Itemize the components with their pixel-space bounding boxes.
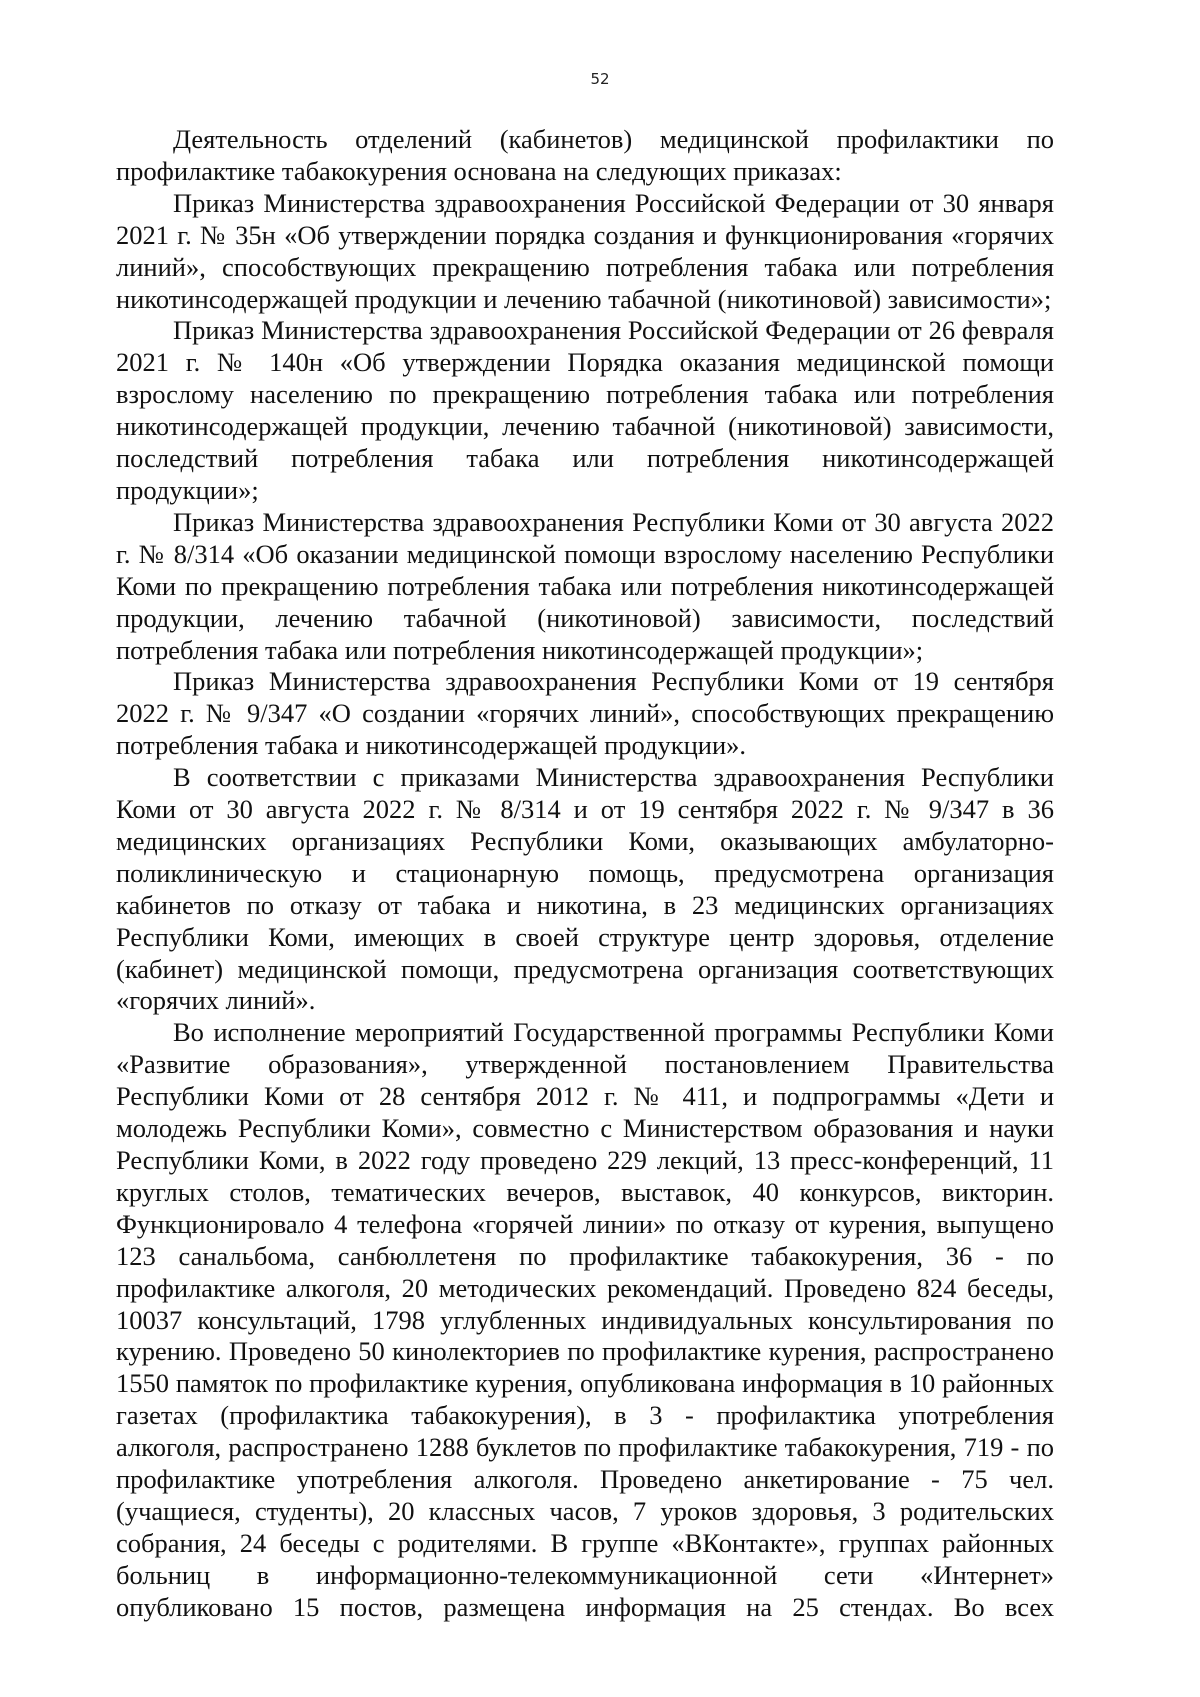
paragraph-intro: Деятельность отделений (кабинетов) медицинской профилактики по профилактике табакокурения основана на следующих приказах:	[116, 124, 1054, 186]
paragraph-order-140n: Приказ Министерства здравоохранения Российской Федерации от 26 февраля 2021 г. № 140н «Об утверждении Порядка оказания медицинской помощи взрослому населению по прекращению потребления табака или потребления никотинсодержащей продукции, лечению табачной (никотиновой) зависимости, последствий потребления табака или потребления никотинсодержащей продукции»;	[116, 315, 1054, 505]
paragraph-order-35n: Приказ Министерства здравоохранения Российской Федерации от 30 января 2021 г. № 35н «Об утверждении порядка создания и функционирования «горячих линий», способствующих прекращению потребления табака или потребления никотинсодержащей продукции и лечению табачной (никотиновой) зависимости»;	[116, 187, 1054, 314]
paragraph-organization: В соответствии с приказами Министерства здравоохранения Республики Коми от 30 августа 2022 г. № 8/314 и от 19 сентября 2022 г. № 9/347 в 36 медицинских организациях Республики Коми, оказывающих амбулаторно-поликлиническую и стационарную помощь, предусмотрена организация кабинетов по отказу от табака и никотина, в 23 медицинских организациях Республики Коми, имеющих в своей структуре центр здоровья, отделение (кабинет) медицинской помощи, предусмотрена организация соответствующих «горячих линий».	[116, 762, 1054, 1016]
paragraph-order-8-314: Приказ Министерства здравоохранения Республики Коми от 30 августа 2022 г. № 8/314 «Об оказании медицинской помощи взрослому населению Республики Коми по прекращению потребления табака или потребления никотинсодержащей продукции, лечению табачной (никотиновой) зависимости, последствий потребления табака или потребления никотинсодержащей продукции»;	[116, 506, 1054, 665]
paragraph-program-activities: Во исполнение мероприятий Государственной программы Республики Коми «Развитие образования», утвержденной постановлением Правительства Республики Коми от 28 сентября 2012 г. № 411, и подпрограммы «Дети и молодежь Республики Коми», совместно с Министерством образования и науки Республики Коми, в 2022 году проведено 229 лекций, 13 пресс-конференций, 11 круглых столов, тематических вечеров, выставок, 40 конкурсов, викторин. Функционировало 4 телефона «горячей линии» по отказу от курения, выпущено 123 санальбома, санбюллетеня по профилактике табакокурения, 36 - по профилактике алкоголя, 20 методических рекомендаций. Проведено 824 беседы, 10037 консультаций, 1798 углубленных индивидуальных консультирования по курению. Проведено 50 кинолекториев по профилактике курения, распространено 1550 памяток по профилактике курения, опубликована информация в 10 районных газетах (профилактика табакокурения), в 3 - профилактика употребления алкоголя, распространено 1288 буклетов по профилактике табакокурения, 719 - по профилактике употребления алкоголя. Проведено анкетирование - 75 чел. (учащиеся, студенты), 20 классных часов, 7 уроков здоровья, 3 родительских собрания, 24 беседы с родителями. В группе «ВКонтакте», группах районных больниц в информационно-телекоммуникационной сети «Интернет» опубликовано 15 постов, размещена информация на 25 стендах. Во всех	[116, 1017, 1054, 1622]
paragraph-order-9-347: Приказ Министерства здравоохранения Республики Коми от 19 сентября 2022 г. № 9/347 «О создании «горячих линий», способствующих прекращению потребления табака и никотинсодержащей продукции».	[116, 666, 1054, 761]
document-body	[116, 124, 1054, 1624]
page-number: 52	[590, 70, 610, 88]
